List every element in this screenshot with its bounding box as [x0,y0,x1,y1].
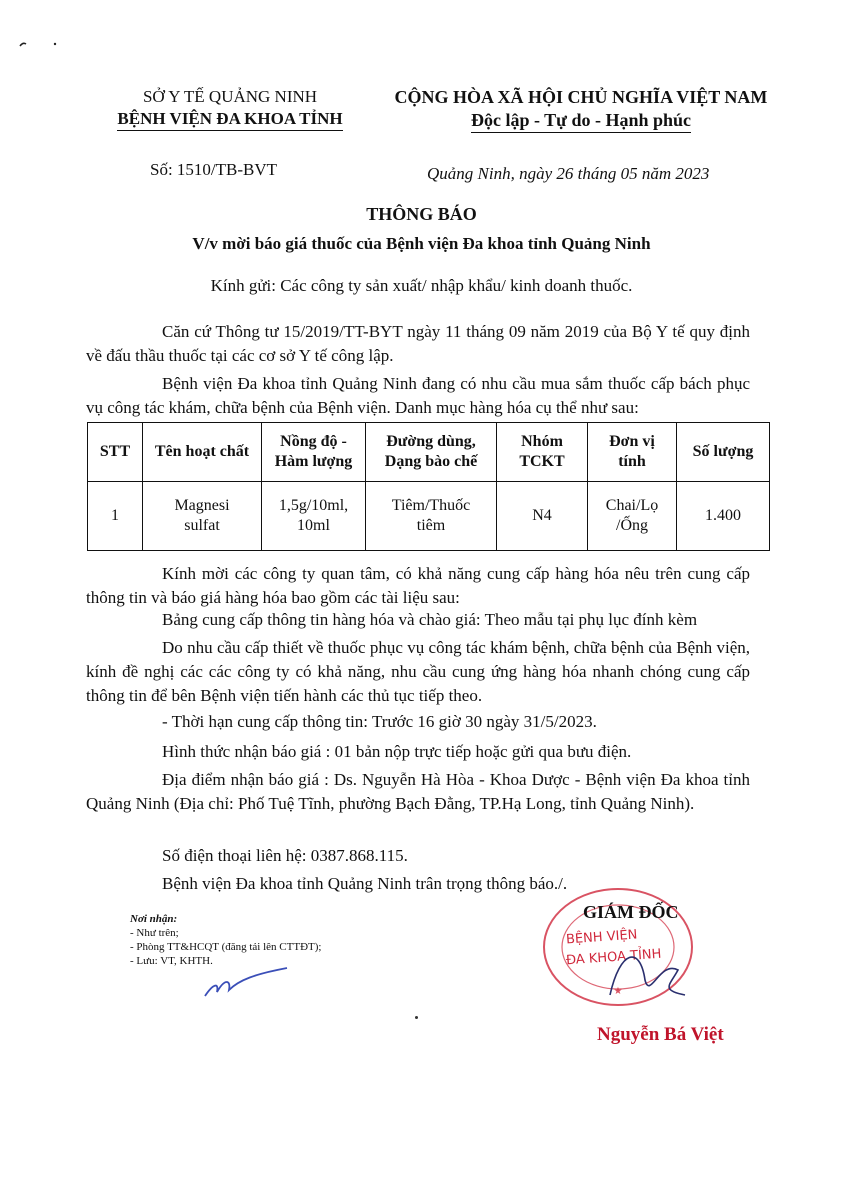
stamp-text: ĐA KHOA TỈNH [565,946,662,969]
cell-quantity: 1.400 [677,482,770,551]
col-header-unit: Đơn vị tính [588,423,677,482]
issuing-agency [80,86,380,131]
cell-name: Magnesi sulfat [143,482,262,551]
cell-concentration: 1,5g/10ml, 10ml [262,482,366,551]
col-header-route: Đường dùng, Dạng bào chế [366,423,497,482]
col-header-stt: STT [88,423,143,482]
document-date: Quảng Ninh, ngày 26 tháng 05 năm 2023 [427,164,710,183]
paragraph-urgency: Do nhu cầu cấp thiết về thuốc phục vụ công tác khám bệnh, chữa bệnh của Bệnh viện, kính đề nghị các các công ty có khả năng, nhu cầu cung ứng hàng hóa nhanh chóng cung cấp thông tin để bên Bệnh viện tiến hành các thủ tục tiếp theo. [86,638,750,705]
recipient-item: - Phòng TT&HCQT (đăng tải lên CTTĐT); [130,941,322,953]
cell-unit: Chai/Lọ /Ống [588,482,677,551]
agency-parent-name: SỞ Y TẾ QUẢNG NINH [142,87,318,106]
stamp-text: BỆNH VIỆN [565,927,638,948]
col-header-concentration: Nồng độ - Hàm lượng [262,423,366,482]
goods-table [87,422,770,551]
paragraph-closing: Bệnh viện Đa khoa tỉnh Quảng Ninh trân trọng thông báo./. [162,874,568,893]
paragraph-phone: Số điện thoại liên hệ: 0387.868.115. [162,846,408,865]
paragraph-submission-address: Địa điểm nhận báo giá : Ds. Nguyễn Hà Hòa - Khoa Dược - Bệnh viện Đa khoa tỉnh Quảng Ninh (Địa chỉ: Phố Tuệ Tĩnh, phường Bạch Đằng, TP.Hạ Long, tỉnh Quảng Ninh). [86,770,750,813]
scan-speck [415,1016,418,1019]
cell-group: N4 [497,482,588,551]
paragraph-documents: Bảng cung cấp thông tin hàng hóa và chào giá: Theo mẫu tại phụ lục đính kèm [162,610,698,629]
document-number: Số: 1510/TB-BVT [150,160,278,179]
col-header-quantity: Số lượng [677,423,770,482]
col-header-group: Nhóm TCKT [497,423,588,482]
national-motto: Độc lập - Tự do - Hạnh phúc [471,109,691,133]
table-row [88,482,770,551]
paragraph-procurement-need: Bệnh viện Đa khoa tỉnh Quảng Ninh đang có nhu cầu mua sắm thuốc cấp bách phục vụ công tác khám, chữa bệnh của Bệnh viện. Danh mục hàng hóa cụ thể như sau: [86,374,750,417]
handwritten-signature [600,940,690,1010]
paragraph-deadline: - Thời hạn cung cấp thông tin: Trước 16 giờ 30 ngày 31/5/2023. [162,712,597,731]
svg-text:★: ★ [613,986,623,997]
national-heading [372,86,790,133]
signer-position: GIÁM ĐỐC [583,902,679,922]
recipient-item: - Như trên; [130,927,179,939]
recipients-title: Nơi nhận: [130,913,178,925]
cell-route: Tiêm/Thuốc tiêm [366,482,497,551]
scan-artifact-dots [0,0,843,60]
col-header-name: Tên hoạt chất [143,423,262,482]
paragraph-legal-basis: Căn cứ Thông tư 15/2019/TT-BYT ngày 11 tháng 09 năm 2019 của Bộ Y tế quy định về đấu thầu thuốc tại các cơ sở Y tế công lập. [86,322,750,365]
cell-stt: 1 [88,482,143,551]
country-name: CỘNG HÒA XÃ HỘI CHỦ NGHĨA VIỆT NAM [394,87,768,107]
recipient-line: Kính gửi: Các công ty sản xuất/ nhập khẩu/ kinh doanh thuốc. [210,276,633,295]
recipient-item: - Lưu: VT, KHTH. [130,955,213,967]
signer-name: Nguyễn Bá Việt [597,1024,724,1045]
paragraph-submission-method: Hình thức nhận báo giá : 01 bản nộp trực tiếp hoặc gửi qua bưu điện. [162,742,632,761]
agency-name: BỆNH VIỆN ĐA KHOA TỈNH [117,108,342,131]
initial-signature-mark [195,960,295,1005]
paragraph-invitation: Kính mời các công ty quan tâm, có khả năng cung cấp hàng hóa nêu trên cung cấp thông tin và báo giá hàng hóa bao gồm các tài liệu sau: [86,564,750,607]
document-subtitle: V/v mời báo giá thuốc của Bệnh viện Đa khoa tỉnh Quảng Ninh [192,234,651,253]
table-header-row [88,423,770,482]
document-title: THÔNG BÁO [366,204,477,224]
